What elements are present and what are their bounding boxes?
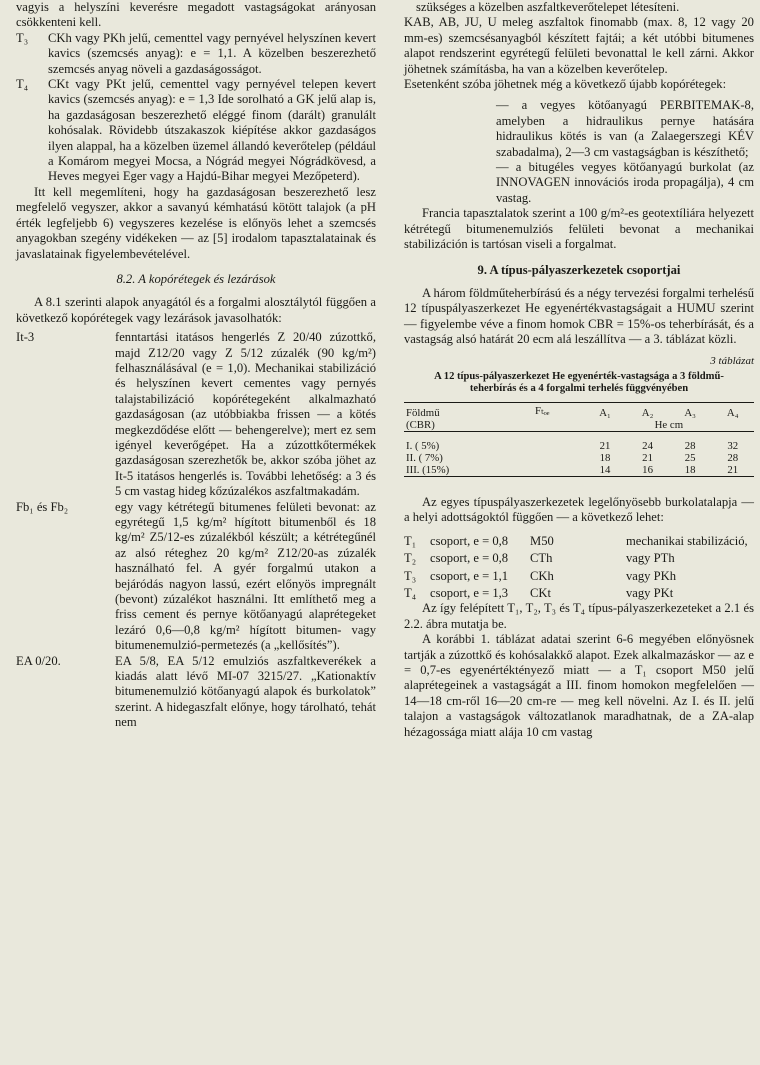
paragraph-korabbi: A korábbi 1. táblázat adatai szerint 6-6 megyében előnyösnek tartják a zúzottkő és kohósalakkő alapot. Ezek alkalmazáskor — az e = 0,7-es egyenértéktényező miatt — a T₁ csoport M50 jelű alaprétegeinek a vastagságát a III. finom homokon megfelelően — 14—18 cm-ről 16—20 cm-re — meg kell növelni. Az I. és II. jelű talajon a vastagságok változatlanok maradhatnak, de a ZA-alap hézagossága miatt alája 10 cm vastag bbox=[404, 632, 754, 739]
he-table bbox=[404, 402, 754, 477]
group-label: T₁ bbox=[404, 533, 417, 548]
group-label: T₂ bbox=[404, 551, 417, 566]
item-text: U meleg aszfaltok finomabb (max. 8, 12 vagy 20 mm-es) szemcsésanyagból készített fajtái; a két utóbbi bitumenes alapot rendszerint egyrétegű felületi bevonattal le kell zárni. Akkor jöhetnek számításba, ha van a közelben keverőtelep. bbox=[404, 15, 754, 76]
table-number: 3 táblázat bbox=[710, 354, 754, 367]
table-header-cell: A₄ bbox=[726, 406, 739, 419]
item-text: CKh vagy PKh jelű, cementtel vagy pernyével helyszínen kevert kavics (szemcsés anyag): e = 1,1. A közelben beszerezhető szemcsés anyag növeli a gazdaságosságot. bbox=[48, 30, 376, 76]
item-ea bbox=[16, 654, 376, 731]
item-label: T₃ bbox=[16, 30, 29, 45]
item-fb bbox=[16, 500, 376, 654]
table-row bbox=[404, 452, 754, 464]
item-text: CKt vagy PKt jelű, cementtel vagy pernyével telepen kevert kavics (szemcsés anyag): e = 1,3 Ide sorolható a GK jelű alap is, ha gazdaságosan beszerezhető eléggé finom (darált) granulált kohósalak. Rövidebb útszakaszok kiépítése akkor gazdaságos ilyen alappal, ha a közelben üzemel állandó keverőtelep (például a Komárom megyei Mocsa, a Nógrád megyei Nógrádkövesd, a Heves megyei Eger vagy a Hajdú-Bihar megyei Mezőpeterd). bbox=[48, 77, 376, 184]
table-cell: 21 bbox=[727, 463, 739, 476]
item-label: EA 0/20. bbox=[16, 653, 61, 668]
table-cell: 14 bbox=[599, 463, 611, 476]
table-cell: 18 bbox=[684, 463, 696, 476]
group-list bbox=[404, 534, 754, 602]
table-cell: I. ( 5%) bbox=[406, 439, 440, 452]
table-cell: 28 bbox=[684, 439, 696, 452]
item-label: Fb₁ és Fb₂ bbox=[16, 499, 69, 514]
table-header-cell: Földmű bbox=[406, 406, 440, 419]
section-heading-8-2: 8.2. A kopórétegek és lezárások bbox=[116, 271, 276, 286]
group-label: T₃ bbox=[404, 568, 417, 583]
paragraph-francia: Francia tapasztalatok szerint a 100 g/m²-es geotextíliára helyezett kétrétegű bitumenemulziós felületi bevonat a mechanikai stabilizáción is tartósan viseli a forgalmat. bbox=[404, 206, 754, 252]
group-material: CKt bbox=[530, 585, 551, 600]
table-row bbox=[404, 464, 754, 477]
group-desc: csoport, e = 0,8 bbox=[430, 533, 509, 548]
group-label: T₄ bbox=[404, 585, 417, 600]
item-t3 bbox=[16, 31, 376, 77]
group-material: M50 bbox=[530, 533, 554, 548]
table-cell: 21 bbox=[599, 439, 611, 452]
group-row bbox=[404, 551, 754, 566]
left-column bbox=[16, 0, 376, 731]
paragraph-continued: vagyis a helyszíni keverésre megadott vastagságokat arányosan csökkenteni kell. bbox=[16, 0, 376, 30]
table-cell: 18 bbox=[599, 451, 611, 464]
group-row bbox=[404, 586, 754, 601]
table-header-cell: A₁ bbox=[599, 406, 611, 419]
item-kab bbox=[404, 15, 754, 77]
paragraph-continued: szükséges a közelben aszfaltkeverőtelepet létesíteni. bbox=[416, 0, 680, 14]
item-label: T₄ bbox=[16, 77, 29, 92]
table-cell: 24 bbox=[642, 439, 653, 452]
right-column bbox=[404, 0, 754, 740]
item-label: KAB, AB, JU, bbox=[404, 15, 482, 30]
table-cell: III. (15%) bbox=[406, 463, 450, 476]
item-text: egy vagy kétrétegű bitumenes felületi bevonat: az egyrétegű 1,5 kg/m² hígított bitumenből és 18 kg/m² Z5/12-es zúzalékból készült; a kétrétegűnél az alsó réteghez 20 kg/m² Z12/20-as zúzalék használható fel. A gyér forgalmú utakon a bejáródás nagyon lassú, ezért előnyös impregnált (bevont) zúzalékot használni. Itt említhető meg a friss cement és pernye kötőanyagú alaprétegeket lezáró 0,6—0,8 kg/m² hígított bitumen- vagy bitumenemulzió-permetezés (a „kellősítés”). bbox=[115, 499, 376, 653]
group-desc: csoport, e = 1,3 bbox=[430, 585, 509, 600]
table-header-cell: A₃ bbox=[684, 406, 696, 419]
table-header-cell: (CBR) bbox=[406, 418, 435, 431]
group-material: CTh bbox=[530, 551, 553, 566]
paragraph-itt: Itt kell megemlíteni, hogy ha gazdaságosan beszerezhető lesz megfelelő vegyszer, akkor a savanyú kémhatású kötött talajok (a pH érték legfeljebb 6) vegyszeres kezelése is előnyös lehet a szemcsés anyagokban szegény vidékeken — az [5] irodalom tapasztalatainak és javaslatainak figyelembevételével. bbox=[16, 184, 376, 261]
table-cell: 25 bbox=[684, 451, 696, 464]
group-remark: mechanikai stabilizáció, bbox=[626, 533, 748, 548]
paragraph-eseten: Esetenként szóba jöhetnek még a következő újabb kopórétegek: bbox=[404, 77, 727, 92]
table-cell: 21 bbox=[642, 451, 653, 464]
table-header-cell: Fₜₒₑ bbox=[535, 404, 550, 417]
table-cell: II. ( 7%) bbox=[406, 451, 443, 464]
dash-item-2: — a bitugéles vegyes kötőanyagú burkolat (az INNOVAGEN innovációs iroda propagálja), 4 cm vastag. bbox=[496, 160, 754, 205]
group-material: CKh bbox=[530, 568, 554, 583]
paragraph-igy: Az így felépített T₁, T₂, T₃ és T₄ típus-pályaszerkezeteket a 2.1 és 2.2. ábra mutatja be. bbox=[404, 601, 754, 631]
section-heading-9: 9. A típus-pályaszerkezetek csoportjai bbox=[477, 262, 681, 277]
item-text: EA 5/8, EA 5/12 emulziós aszfaltkeverékek a kiadás alatt lévő MI-07 3215/27. „Kationaktív bitumenemulzió kötőanyagú alapok és burkolatok” szerint. A hidegaszfalt előnye, hogy tárolható, tehát nem bbox=[115, 653, 376, 730]
paragraph-harom: A három földműteherbírású és a négy tervezési forgalmi terhelésű 12 típuspályaszerkezet He egyenértékvastagságait a HUMU szerint — figyelembe véve a finom homok CBR = 15%-os teherbírását, és a vastagság alsó határát 20 ecm alá leszállítva — a 3. táblázat közli. bbox=[404, 285, 754, 347]
table-unit: He cm bbox=[654, 418, 684, 431]
item-t4 bbox=[16, 77, 376, 185]
table-header-row-2 bbox=[404, 419, 754, 432]
item-label: It-3 bbox=[16, 330, 35, 345]
table-cell: 32 bbox=[727, 439, 739, 452]
paragraph-egyes: Az egyes típuspályaszerkezetek legelőnyösebb burkolatalapja — a helyi adottságoktól függően — a következő lehet: bbox=[404, 494, 754, 525]
group-desc: csoport, e = 0,8 bbox=[430, 551, 509, 566]
item-it3 bbox=[16, 330, 376, 499]
table-row bbox=[404, 440, 754, 452]
group-row bbox=[404, 569, 754, 584]
group-remark: vagy PKh bbox=[626, 568, 677, 583]
table-header-row bbox=[404, 402, 754, 419]
group-remark: vagy PKt bbox=[626, 585, 674, 600]
group-desc: csoport, e = 1,1 bbox=[430, 568, 509, 583]
table-caption: A 12 típus-pályaszerkezet He egyenérték-vastagsága a 3 földmű-teherbírás és a 4 forgalmi terhelés függvényében bbox=[434, 370, 724, 395]
table-cell: 28 bbox=[727, 451, 739, 464]
group-remark: vagy PTh bbox=[626, 551, 675, 566]
group-row bbox=[404, 534, 754, 549]
paragraph-intro: A 8.1 szerinti alapok anyagától és a forgalmi alosztálytól függően a következő kopórétegek vagy lezárások javasolhatók: bbox=[16, 295, 376, 325]
item-text: fenntartási itatásos hengerlés Z 20/40 zúzottkő, majd Z12/20 vagy Z 5/12 zúzalék (90 kg/m²) felhasználásával (e = 1,0). Mechanikai stabilizáció és helyszínen kevert cementes vagy pernyés talajstabilizáció kopórétegeként alkalmazható gazdaságosan (az utóbbiakba frissen — a kötés megkezdődése előtt — behengerelve); mert ez sem igényel keverőgépet. Ha a zúzottkőtermékek gazdaságosan szerezhetők be, akkor szóba jöhet az It-5 itatásos hengerlés is. További lehetőség: a 3 és 5 cm vastag hideg kőzúzalékos aszfaltmakadám. bbox=[115, 330, 376, 499]
table-header-cell: A₂ bbox=[641, 406, 654, 419]
dash-item-1: — a vegyes kötőanyagú PERBITEMAK-8, amelyben a hidraulikus pernye hatására hidraulikus kötés is van (a Zalaegerszegi KÉV szabadalma), 2—3 cm vastagságban is készíthető; bbox=[496, 98, 754, 159]
table-cell: 16 bbox=[642, 463, 653, 476]
